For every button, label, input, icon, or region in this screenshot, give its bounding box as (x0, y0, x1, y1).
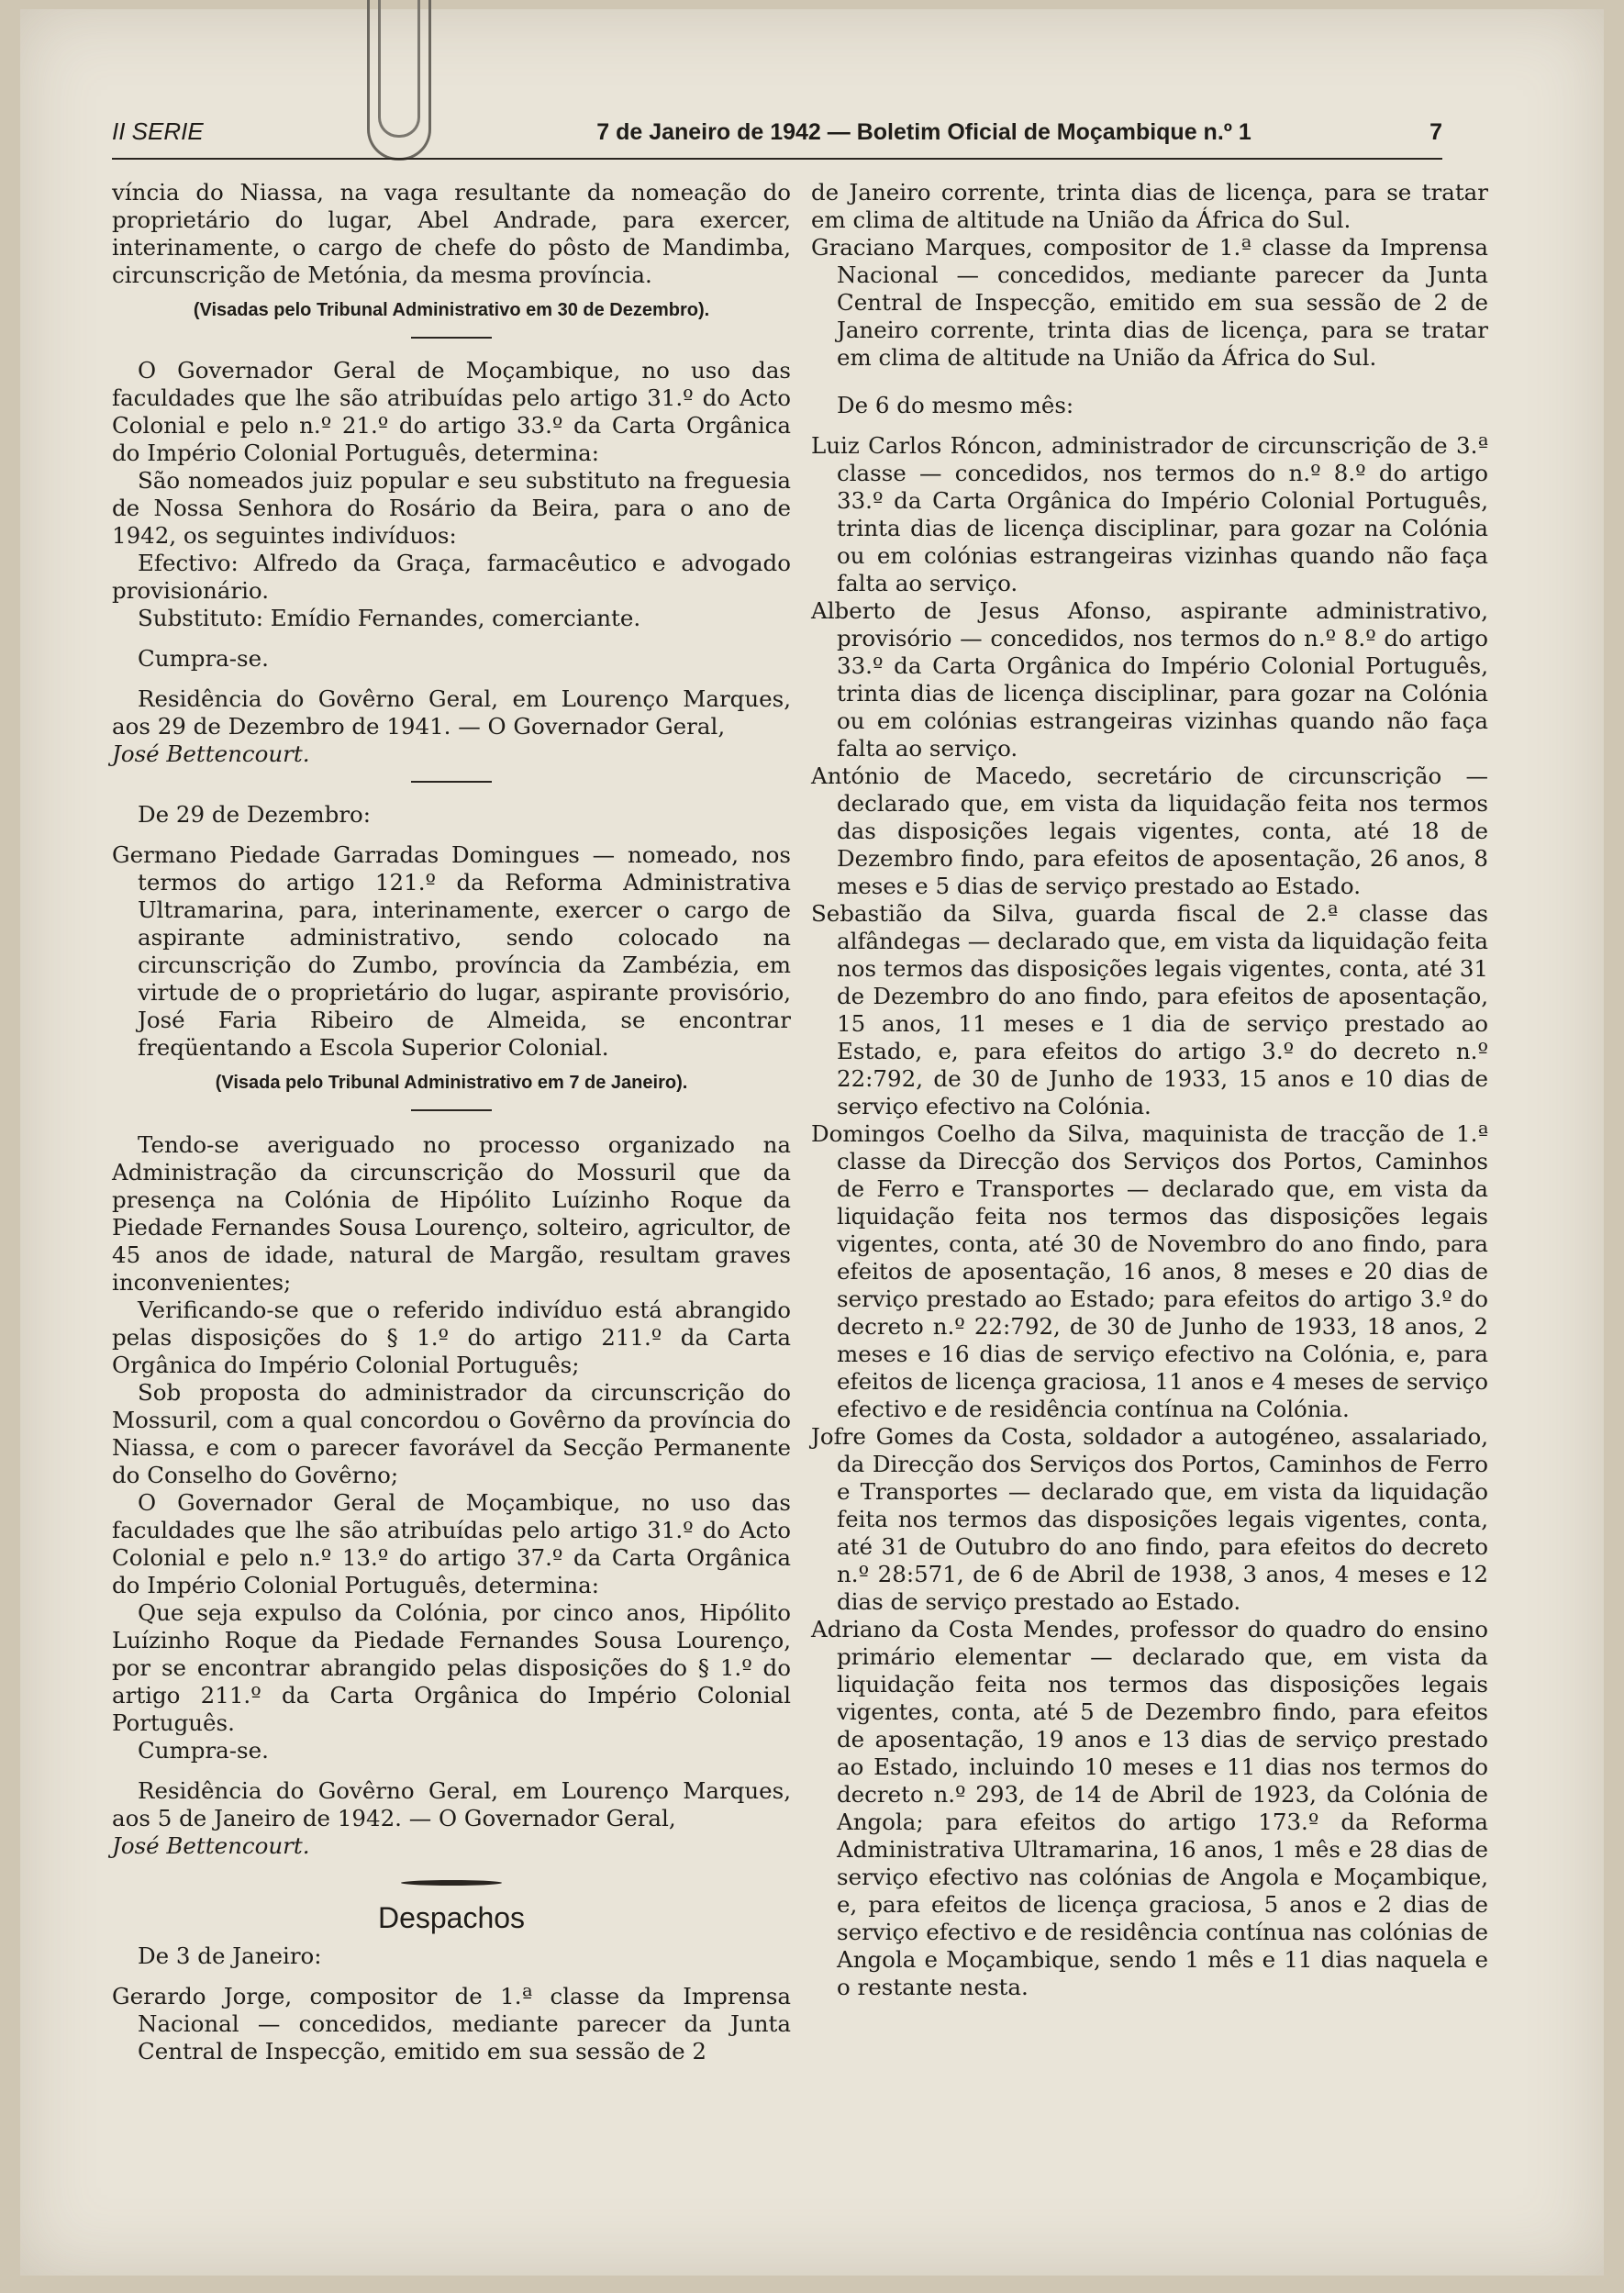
paragraph: Sebastião da Silva, guarda fiscal de 2.ª classe das alfândegas — declarado que, em vista da liquidação feita nos termos das disposições legais vigentes, conta, até 31 de Dezembro do ano findo, para efeitos de aposentação, 15 anos, 11 meses e 1 dia de serviço prestado ao Estado, e, para efeitos do artigo 3.º do decreto n.º 22:792, de 30 de Junho de 1933, 15 anos e 10 dias de serviço efectivo na Colónia. (811, 900, 1488, 1119)
page-number: 7 (1429, 119, 1442, 145)
separator (411, 1109, 492, 1111)
paragraph: São nomeados juiz popular e seu substituto na freguesia de Nossa Senhora do Rosário da Beira, para o ano de 1942, os seguintes indivíduos: (112, 467, 791, 549)
ornament-divider (401, 1880, 502, 1886)
visa-note: (Visada pelo Tribunal Administrativo em 7 de Janeiro). (215, 1073, 688, 1093)
paragraph: O Governador Geral de Moçambique, no uso das faculdades que lhe são atribuídas pelo artigo 31.º do Acto Colonial e pelo n.º 21.º do artigo 33.º da Carta Orgânica do Império Colonial Português, determina: (112, 357, 791, 466)
left-column (112, 179, 791, 2065)
paragraph: Sob proposta do administrador da circunscrição do Mossuril, com a qual concordou o Govêrno da província do Niassa, e com o parecer favorável da Secção Permanente do Conselho do Govêrno; (112, 1379, 791, 1488)
paragraph: Residência do Govêrno Geral, em Lourenço Marques, aos 5 de Janeiro de 1942. — O Governador Geral, (112, 1777, 791, 1831)
paragraph: Tendo-se averiguado no processo organizado na Administração da circunscrição do Mossuril que da presença na Colónia de Hipólito Luízinho Roque da Piedade Fernandes Sousa Lourenço, solteiro, agricultor, de 45 anos de idade, natural de Margão, resultam graves inconvenientes; (112, 1131, 791, 1296)
paragraph: Alberto de Jesus Afonso, aspirante administrativo, provisório — concedidos, nos termos do n.º 8.º do artigo 33.º da Carta Orgânica do Império Colonial Português, trinta dias de licença disciplinar, para gozar na Colónia ou em colónias estrangeiras vizinhas quando não faça falta ao serviço. (811, 597, 1488, 762)
series-label: II SERIE (112, 117, 204, 145)
date-heading: De 6 do mesmo mês: (837, 392, 1074, 418)
paragraph: António de Macedo, secretário de circunscrição — declarado que, em vista da liquidação feita nos termos das disposições legais vigentes, conta, até 18 de Dezembro findo, para efeitos de aposentação, 26 anos, 8 meses e 5 dias de serviço prestado ao Estado. (811, 762, 1488, 899)
paragraph: Domingos Coelho da Silva, maquinista de tracção de 1.ª classe da Direcção dos Serviços dos Portos, Caminhos de Ferro e Transportes — declarado que, em vista da liquidação feita nos termos das disposições legais vigentes, conta, até 30 de Novembro do ano findo, para efeitos de aposentação, 16 anos, 8 meses e 20 dias de serviço prestado ao Estado; para efeitos do artigo 3.º do decreto n.º 22:792, de 30 de Junho de 1933, 18 anos, 2 meses e 16 dias de serviço efectivo na Colónia, e, para efeitos de licença graciosa, 11 anos e 4 meses de serviço efectivo e de residência contínua na Colónia. (811, 1120, 1488, 1422)
right-column (811, 179, 1488, 2001)
paragraph: Substituto: Emídio Fernandes, comerciante. (138, 605, 641, 631)
issue-title: 7 de Janeiro de 1942 — Boletim Oficial de Moçambique n.º 1 (596, 119, 1251, 145)
paragraph: Que seja expulso da Colónia, por cinco anos, Hipólito Luízinho Roque da Piedade Fernandes Sousa Lourenço, por se encontrar abrangido pelas disposições do § 1.º do artigo 211.º da Carta Orgânica do Império Colonial Português. (112, 1599, 791, 1736)
separator (411, 781, 492, 783)
paragraph: Adriano da Costa Mendes, professor do quadro do ensino primário elementar — declarado que, em vista da liquidação feita nos termos das disposições legais vigentes, conta, até 5 de Dezembro findo, para efeitos de aposentação, 19 anos e 13 dias de serviço prestado ao Estado, incluindo 10 meses e 11 dias nos termos do decreto n.º 293, de 14 de Abril de 1923, da Colónia de Angola; para efeitos do artigo 173.º da Reforma Administrativa Ultramarina, 16 anos, 1 mês e 28 dias de serviço efectivo nas colónias de Angola e Moçambique, e, para efeitos de licença graciosa, 5 anos e 2 dias de serviço efectivo e de residência contínua nas colónias de Angola e Moçambique, sendo 1 mês e 11 dias naquela e o restante nesta. (811, 1616, 1488, 2000)
section-title: Despachos (377, 1901, 526, 1934)
header-rule (112, 158, 1442, 160)
date-heading: De 3 de Janeiro: (138, 1942, 322, 1969)
separator (411, 337, 492, 339)
paragraph: Residência do Govêrno Geral, em Lourenço Marques, aos 29 de Dezembro de 1941. — O Governador Geral, (112, 685, 791, 740)
paragraph: Efectivo: Alfredo da Graça, farmacêutico e advogado provisionário. (112, 550, 791, 604)
visa-note: (Visadas pelo Tribunal Administrativo em 30 de Dezembro). (193, 300, 710, 320)
paragraph: O Governador Geral de Moçambique, no uso das faculdades que lhe são atribuídas pelo artigo 31.º do Acto Colonial e pelo n.º 13.º do artigo 37.º da Carta Orgânica do Império Colonial Português, determina: (112, 1489, 791, 1598)
paragraph: Gerardo Jorge, compositor de 1.ª classe da Imprensa Nacional — concedidos, mediante parecer da Junta Central de Inspecção, emitido em sua sessão de 2 (112, 1983, 791, 2065)
paragraph: Verificando-se que o referido indivíduo está abrangido pelas disposições do § 1.º do artigo 211.º da Carta Orgânica do Império Colonial Português; (112, 1297, 791, 1378)
paragraph: de Janeiro corrente, trinta dias de licença, para se tratar em clima de altitude na União da África do Sul. (811, 179, 1488, 233)
signature: José Bettencourt. (112, 1832, 310, 1859)
paragraph: Cumpra-se. (138, 645, 269, 672)
paragraph: Jofre Gomes da Costa, soldador a autogéneo, assalariado, da Direcção dos Serviços dos Portos, Caminhos de Ferro e Transportes — declarado que, em vista da liquidação feita nos termos das disposições legais vigentes, conta, até 31 de Outubro do ano findo, para efeitos do decreto n.º 28:571, de 6 de Abril de 1938, 3 anos, 4 meses e 12 dias de serviço prestado ao Estado. (811, 1423, 1488, 1615)
paragraph: Germano Piedade Garradas Domingues — nomeado, nos termos do artigo 121.º da Reforma Administrativa Ultramarina, para, interinamente, exercer o cargo de aspirante administrativo, sendo colocado na circunscrição do Zumbo, província da Zambézia, em virtude de o proprietário do lugar, aspirante provisório, José Faria Ribeiro de Almeida, se encontrar freqüentando a Escola Superior Colonial. (112, 841, 791, 1061)
paragraph: Cumpra-se. (138, 1737, 269, 1764)
paragraph: Luiz Carlos Róncon, administrador de circunscrição de 3.ª classe — concedidos, nos termos do n.º 8.º do artigo 33.º da Carta Orgânica do Império Colonial Português, trinta dias de licença disciplinar, para gozar na Colónia ou em colónias estrangeiras vizinhas quando não faça falta ao serviço. (811, 432, 1488, 596)
page-header (112, 117, 1442, 154)
paragraph: víncia do Niassa, na vaga resultante da nomeação do proprietário do lugar, Abel Andrade, para exercer, interinamente, o cargo de chefe do pôsto de Mandimba, circunscrição de Metónia, da mesma província. (112, 179, 791, 288)
signature: José Bettencourt. (112, 740, 310, 767)
date-heading: De 29 de Dezembro: (138, 801, 372, 828)
paragraph: Graciano Marques, compositor de 1.ª classe da Imprensa Nacional — concedidos, mediante parecer da Junta Central de Inspecção, emitido em sua sessão de 2 de Janeiro corrente, trinta dias de licença, para se tratar em clima de altitude na União da África do Sul. (811, 234, 1488, 371)
